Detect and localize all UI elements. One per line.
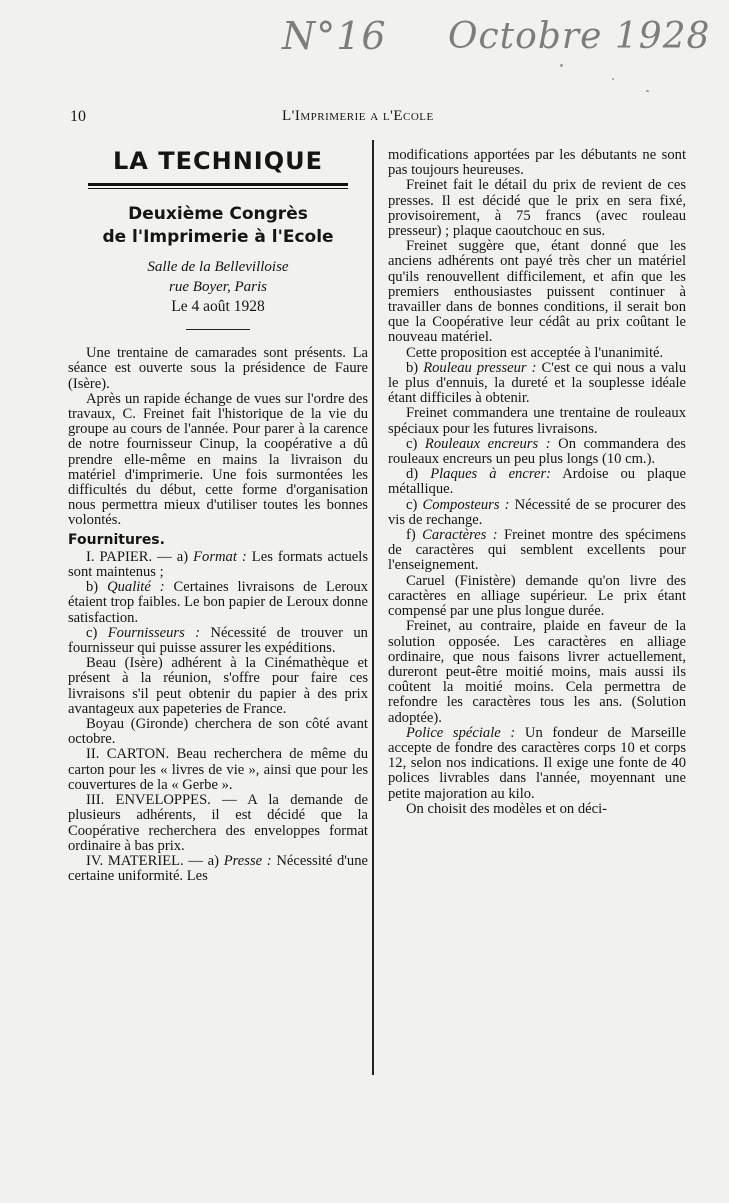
item-emphasis: Plaques à encrer: xyxy=(430,466,551,483)
item-text: A la demande de plusieurs adhérents, il est décidé que la Coopérative recherchera des enveloppes format ordinaire à bas prix. xyxy=(68,792,368,854)
item-text: On commandera des rouleaux encreurs un peu plus longs (10 cm.). xyxy=(388,435,686,468)
fournitures-paragraph xyxy=(68,580,368,626)
handwritten-issue-number: N°16 xyxy=(282,14,387,58)
item-lead: c) xyxy=(406,435,425,452)
right-paragraph xyxy=(388,802,686,817)
item-emphasis: Presse : xyxy=(223,852,272,869)
item-text: On choisit des modèles et on déci- xyxy=(406,800,608,817)
right-column xyxy=(388,148,686,817)
right-paragraph xyxy=(388,574,686,620)
item-text: Nécessité de trouver un fournisseur qui puisse assurer les expéditions. xyxy=(68,624,368,657)
right-paragraph xyxy=(388,726,686,802)
item-text: Un fondeur de Marseille accepte de fondre des caractères corps 10 et corps 12, selon nos indications. Il exige une fonte de 40 polices livrables dans l'année, moyennant une petite majoration au kilo. xyxy=(388,724,686,802)
right-paragraph xyxy=(388,406,686,436)
right-column-text xyxy=(388,148,686,817)
item-lead: f) xyxy=(406,527,423,544)
section-rule xyxy=(88,183,348,189)
item-emphasis: Rouleau presseur : xyxy=(423,359,537,376)
paper-speck xyxy=(560,64,563,67)
right-paragraph xyxy=(388,528,686,574)
page-number: 10 xyxy=(70,108,86,125)
item-text: modifications apportées par les débutants ne sont pas toujours heureuses. xyxy=(388,147,686,179)
section-title: LA TECHNIQUE xyxy=(113,147,323,175)
item-lead: IV. MATERIEL. — a) xyxy=(86,852,224,869)
right-paragraph xyxy=(388,239,686,345)
meeting-date: Le 4 août 1928 xyxy=(171,298,265,316)
fournitures-list xyxy=(68,550,368,884)
journal-title: L'Imprimerie a l'Ecole xyxy=(282,108,434,124)
intro-paragraph: Une trentaine de camarades sont présents. La séance est ouverte sous la présidence de Faure (Isère). xyxy=(68,345,368,392)
running-header xyxy=(70,108,700,130)
fournitures-paragraph xyxy=(68,747,368,793)
item-text: Boyau (Gironde) cherchera de son côté avant octobre. xyxy=(68,716,368,748)
item-text: Cette proposition est acceptée à l'unanimité. xyxy=(406,344,664,361)
fournitures-paragraph xyxy=(68,854,368,884)
right-paragraph xyxy=(388,361,686,407)
item-text: Les formats actuels sont maintenus ; xyxy=(68,548,369,581)
item-lead: II. CARTON. xyxy=(86,746,170,763)
right-paragraph xyxy=(388,619,686,725)
item-emphasis: Format : xyxy=(193,548,247,565)
venue-line1: Salle de la Bellevilloise xyxy=(147,259,289,276)
right-paragraph xyxy=(388,498,686,528)
paper-speck xyxy=(646,90,649,92)
paper-speck xyxy=(612,78,614,80)
right-paragraph xyxy=(388,467,686,497)
fournitures-paragraph xyxy=(68,656,368,717)
item-text: Beau recherchera de même du carton pour les « livres de vie », ainsi que pour les couvertures de la « Gerbe ». xyxy=(68,746,369,793)
item-emphasis: Fournisseurs : xyxy=(107,624,201,641)
item-text: Nécessité de se procurer des vis de rechange. xyxy=(388,496,686,528)
article-title-line1: Deuxième Congrès xyxy=(128,204,308,225)
item-lead: b) xyxy=(406,359,424,376)
right-paragraph xyxy=(388,437,686,467)
item-text: Certaines livraisons de Leroux étaient trop faibles. Le bon papier de Leroux donne satisfaction. xyxy=(68,579,368,626)
item-lead: c) xyxy=(86,624,108,641)
item-lead: d) xyxy=(406,466,431,483)
venue-line2: rue Boyer, Paris xyxy=(169,279,267,296)
right-paragraph xyxy=(388,178,686,239)
item-emphasis: Qualité : xyxy=(107,579,165,596)
item-lead: c) xyxy=(406,496,423,513)
history-paragraph: Après un rapide échange de vues sur l'ordre des travaux, C. Freinet fait l'historique de la vie du groupe au cours de l'année. Pour parer à la carence de notre fournisseur Cinup, la coopérative a dû prendre elle-même en mains la livraison du matériel d'imprimerie. Une fois surmontées les difficultés du début, cette forme d'organisation nous permettra mieux d'utiliser toutes les bonnes volontés. xyxy=(68,390,368,529)
title-rule xyxy=(186,329,250,330)
fournitures-paragraph xyxy=(68,793,368,854)
handwritten-date: Octobre 1928 xyxy=(448,16,711,57)
item-text: Caruel (Finistère) demande qu'on livre des caractères en alliage supérieur. Le prix étant compensé par une plus longue durée. xyxy=(388,572,686,620)
fournitures-paragraph xyxy=(68,717,368,747)
item-emphasis: Rouleaux encreurs : xyxy=(424,435,551,452)
right-paragraph xyxy=(388,346,686,361)
article-title-line2: de l'Imprimerie à l'Ecole xyxy=(102,227,334,248)
fournitures-paragraph xyxy=(68,550,368,580)
left-column xyxy=(68,148,368,884)
item-emphasis: Police spéciale : xyxy=(406,724,516,741)
column-divider xyxy=(372,140,374,1075)
item-text: Freinet montre des spécimens de caractères qui semblent excellents pour l'enseignement. xyxy=(388,527,687,574)
item-text: C'est ce qui nous a valu le plus d'ennuis, la dureté et la souplesse idéale étant difficiles à obtenir. xyxy=(388,359,686,407)
item-emphasis: Composteurs : xyxy=(422,496,510,513)
item-text: Freinet fait le détail du prix de revient de ces presses. Il est décidé que le prix en sera fixé, provisoirement, à 75 francs (avec rouleau presseur) ; plaque caoutchouc en sus. xyxy=(388,177,686,240)
item-lead: b) xyxy=(86,579,108,596)
item-text: Freinet, au contraire, plaide en faveur de la solution opposée. Les caractères en alliage ordinaire, que nous faisons livrer actuellement, dureront peut-être moitié moins, mais aussi ils coûtent la moitié moins. Cela permettra de refondre les caractères tous les ans. (Solution adoptée). xyxy=(388,618,686,726)
item-text: Freinet suggère que, étant donné que les anciens adhérents ont payé très cher un matériel qu'ils renouvellent difficilement, et afin que les premiers enthousiastes puissent continuer à travailler dans de bonnes conditions, il serait bon que la Coopérative leur cédât au prix coûtant le nouveau matériel. xyxy=(388,238,686,346)
fournitures-paragraph xyxy=(68,626,368,656)
item-lead: I. PAPIER. — a) xyxy=(86,548,194,565)
right-paragraph xyxy=(388,148,686,178)
item-emphasis: Caractères : xyxy=(422,527,498,544)
item-text: Nécessité d'une certaine uniformité. Les xyxy=(68,852,368,885)
item-text: Ardoise ou plaque métallique. xyxy=(388,466,686,498)
item-text: Freinet commandera une trentaine de rouleaux spéciaux pour les futures livraisons. xyxy=(388,405,686,437)
item-text: Beau (Isère) adhérent à la Cinémathèque et présent à la réunion, s'offre pour faire ces livraisons s'il peut obtenir du papier à des prix avantageux aux papeteries de France. xyxy=(68,655,368,717)
fournitures-heading: Fournitures. xyxy=(68,531,165,548)
item-lead: III. ENVELOPPES. — xyxy=(86,792,237,809)
